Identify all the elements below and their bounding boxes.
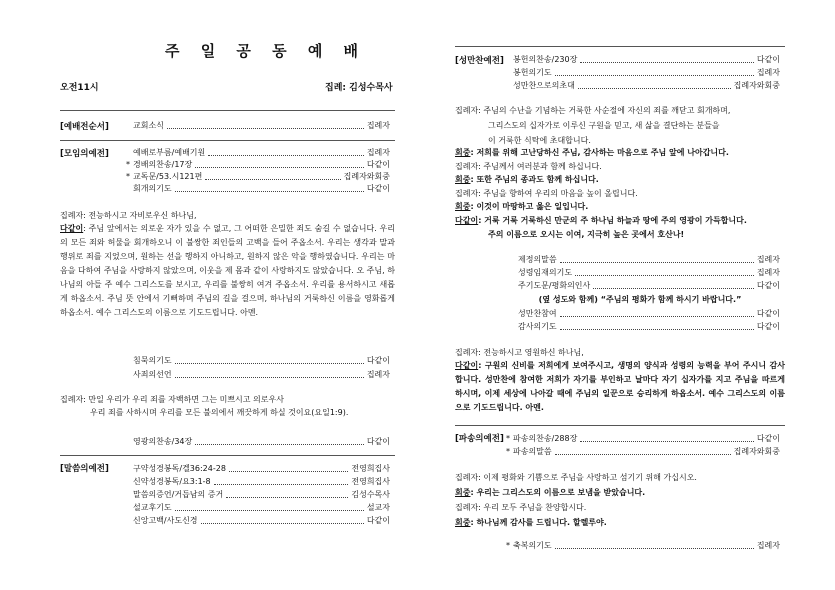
standing-marker: * [126,160,130,169]
leader-dots [560,316,754,317]
item-leader: 다같이 [756,309,780,318]
item-leader: 다같이 [756,55,780,64]
confession-prayer: 다같이: 주님 앞에서는 의로운 자가 있을 수 없고, 그 어떠한 은밀한 죄도 숨길 수 없습니다. 우리의 모든 죄와 허물을 회개하오니 이 불쌍한 죄인들의 고백을 들어 주옵소서. 우리는 생각과 말과 행위로 죄를 지었으며, 원하는 선을 행하지 아니하고, 원하지 않은 악을 행하였습니다. 우리는 마음을 다하여 주님을 사랑하지 않았으며, 이웃을 제 몸과 같이 사랑하지도 않았습니다. 오 주님, 하나님의 아들 주 예수 그리스도를 보시고, 우리를 불쌍히 여겨 주옵소서. 우리를 용서하시고 새롭게 하옵소서. 주님 뜻 안에서 기뻐하며 주님의 길을 걸으며, 하나님의 거룩하신 이름을 영화롭게 하옵소서. 예수 그리스도의 이름으로 기도드립니다. 아멘. [60,224,395,317]
item-leader: 집례자 [366,121,390,130]
item-leader: 김성수목사 [351,490,390,499]
order-item [120,490,390,500]
leader-dots [167,128,364,129]
leader-dots [580,441,753,442]
response-lead: 회중 [455,488,471,497]
item-leader: 다같이 [366,160,390,169]
invitation-line-1: 집례자: 주님의 수난을 기념하는 거룩한 사순절에 자신의 죄를 깨닫고 회개하며, [455,106,731,115]
order-item [500,447,780,457]
section-label: [예배전순서] [60,122,109,132]
response-line [455,472,697,484]
response-text: 집례자: 주님을 향하여 우리의 마음을 높이 올립니다. [455,188,638,198]
order-item [120,370,390,380]
item-name: 회개의기도 [133,184,172,193]
invitation-line-3: 이 거룩한 식탁에 초대합니다. [488,136,591,145]
leader-dots [175,510,364,511]
item-name: 제정의말씀 [518,255,557,264]
item-name: 성만찬으로의초대 [513,81,575,90]
order-item [505,309,780,319]
order-item [120,184,390,194]
service-time: 오전11시 [60,83,99,93]
item-name: 교독문/53.시121편 [133,172,203,181]
standing-marker: * [126,172,130,181]
response-line [455,215,747,227]
item-leader: 다같이 [756,281,780,290]
leader-dots [578,88,731,89]
response-lead: 회중 [455,202,471,211]
order-item [120,121,390,131]
item-name: 파송의찬송/288장 [513,434,578,443]
item-name: 성만찬참여 [518,309,557,318]
item-name: 신약성경봉독/요3:1-8 [133,477,211,486]
section-label: [파송의예전] [455,434,504,444]
leader-dots [208,155,364,156]
leader-dots [593,288,754,289]
leader-dots [175,191,364,192]
leader-dots [226,497,348,498]
item-name: 성령임재의기도 [518,268,573,277]
item-name: 사죄의선언 [133,370,172,379]
leader-dots [195,444,364,445]
order-item [505,281,780,291]
section-label: [성만찬예전] [455,56,504,66]
order-item [505,322,780,332]
item-name: 신앙고백/사도신경 [133,516,198,525]
item-name: 봉헌의찬송/230장 [513,55,578,64]
order-item [505,255,780,265]
response-lead: 회중 [455,518,471,527]
leader-dots [214,484,349,485]
standing-marker: * [506,447,510,456]
leader-dots [175,363,364,364]
page-title: 주 일 공 동 예 배 [165,42,367,60]
response-line [455,487,645,499]
divider [60,110,395,111]
response-text: 집례자: 주님께서 여러분과 함께 하십니다. [455,161,602,171]
item-leader: 설교자 [366,503,390,512]
order-item [120,437,390,447]
item-leader: 다같이 [756,434,780,443]
item-leader: 집례자 [366,148,390,157]
item-name: 경배의찬송/17장 [133,160,193,169]
item-name: 축복의기도 [513,541,552,550]
absolution-line-1: 집례자: 만일 우리가 우리 죄를 자백하면 그는 미쁘시고 의로우사 [60,395,284,404]
sanctus-line-2: 주의 이름으로 오시는 이여, 지극히 높은 곳에서 호산나! [488,230,685,239]
item-leader: 전영희집사 [351,464,390,473]
divider [60,455,395,456]
item-leader: 전영희집사 [351,477,390,486]
response-text: 집례자: 이제 평화와 기쁨으로 주님을 사랑하고 섬기기 위해 가십시오. [455,473,697,482]
order-item [500,541,780,551]
thanks-intro: 집례자: 전능하시고 영원하신 하나님, [455,348,584,357]
item-leader: 다같이 [366,516,390,525]
order-item [505,268,780,278]
response-line [455,201,588,213]
response-text: : 또한 주님의 종과도 함께 하십니다. [470,175,599,184]
leader-dots [580,62,753,63]
leader-dots [201,523,364,524]
leader-dots [175,377,364,378]
order-item [120,160,390,170]
item-leader: 다같이 [366,437,390,446]
leader-dots [560,329,754,330]
section-label: [말씀의예전] [60,464,109,474]
item-name: 예배로부름/예배기원 [133,148,206,157]
leader-dots [195,167,364,168]
response-text: : 이것이 마땅하고 옳은 일입니다. [470,202,589,211]
item-leader: 집례자 [756,255,780,264]
response-text: : 거룩 거룩 거룩하신 만군의 주 하나님 하늘과 땅에 주의 영광이 가득합니다. [478,215,747,225]
item-leader: 다같이 [756,322,780,331]
item-leader: 집례자 [366,370,390,379]
item-leader: 집례자와회중 [343,172,390,181]
order-item [500,81,780,91]
order-item [500,55,780,65]
response-line [455,147,729,159]
leader-dots [229,471,348,472]
item-name: 교회소식 [133,121,164,130]
item-name: 봉헌의기도 [513,68,552,77]
confession-intro: 집례자: 전능하시고 자비로우신 하나님, [60,211,197,220]
item-leader: 집례자 [756,268,780,277]
item-name: 말씀의증언/거듭남의 증거 [133,490,224,499]
divider [455,46,785,47]
leader-dots [555,454,731,455]
presider: 집례: 김성수목사 [325,83,393,93]
absolution-line-2: 우리 죄를 사하시며 우리를 모든 불의에서 깨끗하게 하실 것이요(요일1:9). [90,408,349,417]
item-leader: 다같이 [366,356,390,365]
thanksgiving-prayer: 다같이: 구원의 신비를 저희에게 보여주시고, 생명의 양식과 성령의 능력을 부어 주시니 감사합니다. 성만찬에 참여한 저희가 자기를 부인하고 날마다 자기 십자가를 지고 주님을 따르게 하시며, 이제 세상에 나아갈 때에 주님의 일꾼으로 승리하게 하옵소서. 예수 그리스도의 이름으로 기도드립니다. 아멘. [455,361,785,412]
order-item [120,356,390,366]
peace-greeting: (옆 성도와 함께) “주님의 평화가 함께 하시기 바랍니다.” [538,295,742,304]
response-text: 집례자: 우리 모두 주님을 찬양합시다. [455,503,587,512]
response-text: : 하나님께 감사를 드립니다. 할렐루야. [470,518,607,527]
order-item [120,148,390,158]
response-line [455,161,602,173]
item-leader: 다같이 [366,184,390,193]
item-name: 영광의찬송/34장 [133,437,193,446]
leader-dots [205,179,340,180]
order-item [500,434,780,444]
order-item [120,477,390,487]
response-text: : 우리는 그리스도의 이름으로 보냄을 받았습니다. [470,488,646,497]
item-leader: 집례자 [756,68,780,77]
response-lead: 다같이 [455,215,479,225]
item-name: 주기도문/평화의인사 [518,281,591,290]
invitation-line-2: 그리스도의 십자가로 이루신 구원을 믿고, 새 삶을 결단하는 분들을 [488,121,720,130]
standing-marker: * [506,541,510,550]
item-leader: 집례자 [756,541,780,550]
standing-marker: * [506,434,510,443]
response-line [455,502,586,514]
section-label: [모임의예전] [60,149,109,159]
item-name: 감사의기도 [518,322,557,331]
item-name: 설교후기도 [133,503,172,512]
order-item [120,503,390,513]
response-line [455,517,607,529]
item-name: 침묵의기도 [133,356,172,365]
order-item [120,516,390,526]
order-item [500,68,780,78]
response-lead: 회중 [455,148,471,157]
item-leader: 집례자와회중 [733,447,780,456]
leader-dots [575,275,754,276]
leader-dots [560,262,754,263]
response-text: : 저희를 위해 고난당하신 주님, 감사하는 마음으로 주님 앞에 나아갑니다. [470,148,729,157]
order-item [120,172,390,182]
response-line [455,174,599,186]
response-line [455,188,638,200]
item-name: 구약성경봉독/겔36:24-28 [133,464,226,473]
order-item [120,464,390,474]
item-name: 파송의말씀 [513,447,552,456]
response-lead: 회중 [455,175,471,184]
item-leader: 집례자와회중 [733,81,780,90]
divider [455,425,785,426]
leader-dots [555,548,754,549]
divider [60,140,395,141]
leader-dots [555,75,754,76]
